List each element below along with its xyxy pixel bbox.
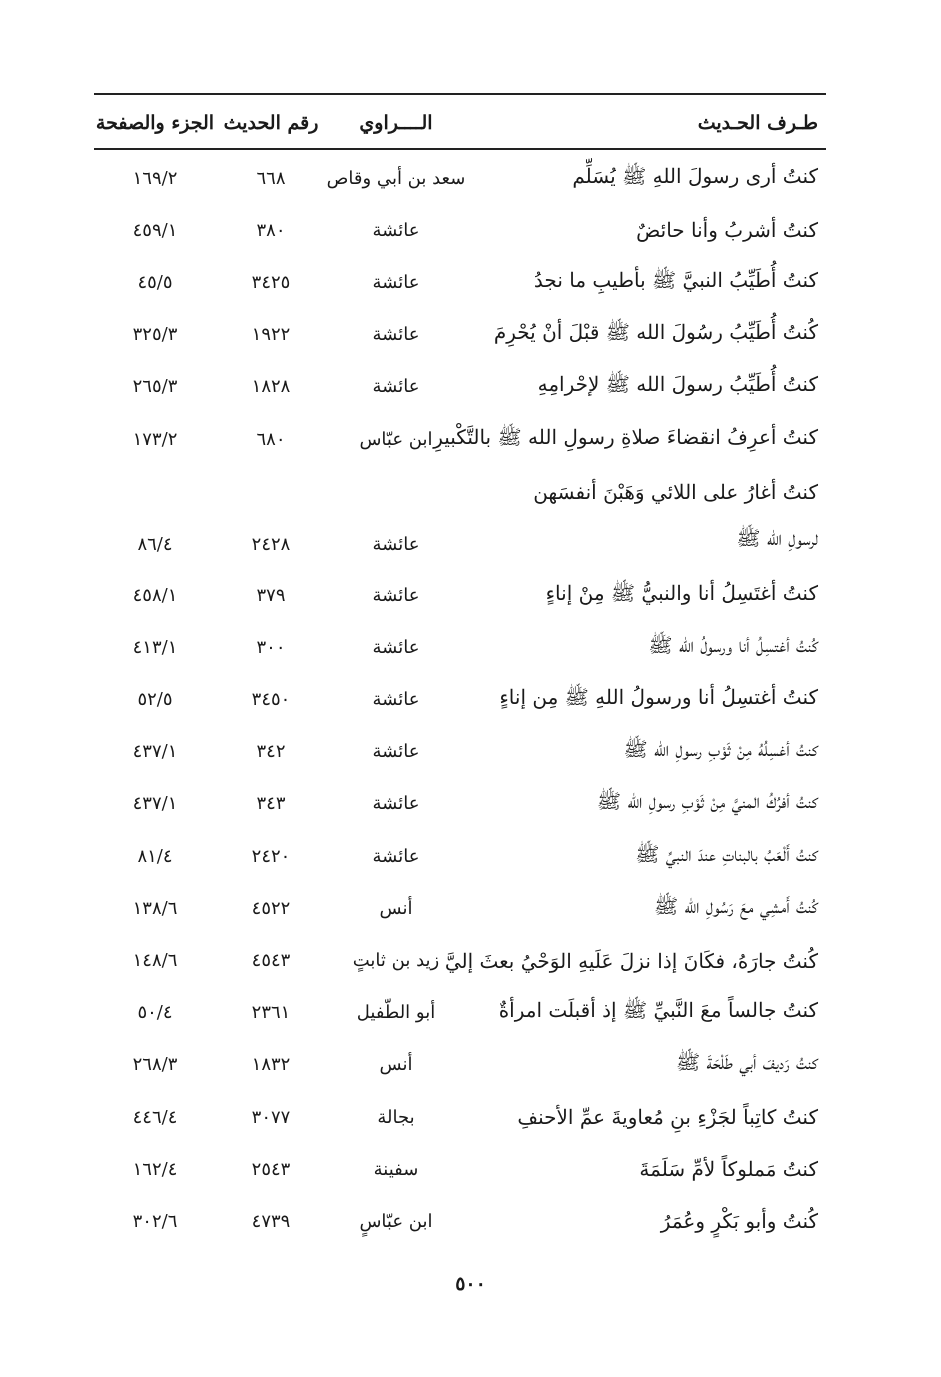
rawi-name: سفينة	[373, 1158, 419, 1180]
rawi-name: أبو الطّفيل	[356, 1002, 436, 1024]
volume-page-ref: ٨١/٤	[137, 845, 173, 867]
hadith-number: ٣٠٧٧	[251, 1106, 291, 1128]
volume-page-ref: ١٤٨/٦	[132, 950, 178, 972]
rawi-name: عائشة	[372, 689, 420, 711]
hadith-text: كنتُ أفرُكُ المنيَّ مِنْ ثَوْبِ رسولِ الله ﷺ	[596, 789, 818, 814]
table-body	[94, 152, 826, 1248]
hadith-text: كُنتُ وأبو بَكْرٍ وعُمَرُ	[660, 1209, 818, 1234]
rawi-name: عائشة	[372, 376, 420, 398]
hadith-number: ١٨٣٢	[251, 1054, 291, 1076]
hadith-number: ٢٤٢٠	[251, 845, 291, 867]
volume-page-ref: ٣٠٢/٦	[132, 1210, 178, 1232]
table-row	[94, 726, 826, 778]
hadith-number: ٤٥٤٣	[251, 950, 291, 972]
rawi-name: عائشة	[372, 793, 420, 815]
hadith-text: كُنتُ جارَهُ، فكَانَ إذا نزلَ عَلَيهِ الوَحْيُ بعثَ إليَّ	[444, 948, 818, 973]
hadith-text: كنتُ كاتِباً لجَزْءِ بنِ مُعاويةَ عمِّ الأحنفِ	[517, 1105, 818, 1130]
hadith-number: ٣٤٣	[256, 793, 286, 815]
table-row	[94, 309, 826, 361]
table-row	[94, 1039, 826, 1091]
table-row	[94, 830, 826, 882]
volume-page-ref: ١٦٩/٢	[132, 167, 178, 189]
top-rule	[94, 93, 826, 95]
header-rawi: الــــراوي	[359, 112, 433, 134]
rawi-name: زيد بن ثابتٍ	[352, 950, 440, 972]
hadith-text: كنتُ رَديفَ أبي طَلْحَةَ ﷺ	[675, 1050, 818, 1075]
hadith-number: ٤٧٣٩	[251, 1210, 291, 1232]
volume-page-ref: ٤٥٩/١	[132, 219, 178, 241]
volume-page-ref: ٢٦٥/٣	[132, 376, 178, 398]
volume-page-ref: ٤٤٦/٤	[132, 1106, 178, 1128]
rawi-name: بجالة	[377, 1106, 415, 1128]
hadith-text: كنتُ جالساً معَ النَّبيِّ ﷺ إذ أقبلَت امرأةٌ	[498, 998, 818, 1023]
hadith-text: كنتُ أرى رسولَ اللهِ ﷺ يُسَلِّم	[572, 163, 818, 188]
rawi-name: ابن عبّاسٍ	[359, 1210, 433, 1232]
volume-page-ref: ٤٣٧/١	[132, 793, 178, 815]
hadith-text-multiline	[466, 480, 826, 555]
hadith-text: كنتُ أُطَيِّبُ النبيَّ ﷺ بأطيبِ ما نجدُ	[533, 267, 818, 292]
rawi-name: عائشة	[372, 324, 420, 346]
hadith-number: ١٨٢٨	[251, 376, 291, 398]
hadith-text: كُنتُ أُطَيِّبُ رسُولَ الله ﷺ قبْلَ أنْ يُحْرِمَ	[493, 320, 818, 345]
hadith-text: كُنتُ أغتسِلُ أنا ورسولُ الله ﷺ	[648, 632, 818, 657]
rawi-name: ابن عبّاس	[359, 428, 433, 450]
rawi-name: عائشة	[372, 219, 420, 241]
hadith-text: كنتُ أغتسِلُ أنا ورسولُ اللهِ ﷺ مِن إناءٍ	[499, 685, 818, 710]
volume-page-ref: ٢٦٨/٣	[132, 1054, 178, 1076]
rawi-name: أنس	[379, 1054, 413, 1076]
page-number: ٥٠٠	[455, 1273, 486, 1295]
hadith-text-line-1: كنتُ أغارُ على اللائي وَهَبْنَ أنفسَهن	[533, 480, 818, 505]
rawi-name: عائشة	[372, 845, 420, 867]
hadith-number: ٣٧٩	[256, 584, 286, 606]
volume-page-ref: ٨٦/٤	[137, 534, 173, 556]
hadith-number: ٢٣٦١	[251, 1002, 291, 1024]
table-row	[94, 413, 826, 465]
rawi-name: سعد بن أبي وقاص	[326, 167, 466, 189]
hadith-number: ٣٤٢	[256, 741, 286, 763]
table-row	[94, 465, 826, 569]
rawi-name: عائشة	[372, 636, 420, 658]
header-number: رقم الحديث	[223, 112, 319, 134]
volume-page-ref: ١٣٨/٦	[132, 897, 178, 919]
volume-page-ref: ٤٥٨/١	[132, 584, 178, 606]
hadith-text: كنتُ أُطَيِّبُ رسولَ الله ﷺ لإحْرامِهِ	[537, 372, 818, 397]
volume-page-ref: ٤٥/٥	[137, 271, 173, 293]
volume-page-ref: ٣٢٥/٣	[132, 324, 178, 346]
hadith-number: ٦٦٨	[256, 167, 286, 189]
hadith-number: ٤٥٢٢	[251, 897, 291, 919]
hadith-text: كنتُ مَملوكاً لأمِّ سَلَمَةَ	[639, 1157, 818, 1182]
table-row	[94, 256, 826, 308]
table-row	[94, 1091, 826, 1143]
rawi-name: عائشة	[372, 741, 420, 763]
table-row	[94, 361, 826, 413]
table-row	[94, 934, 826, 986]
hadith-number: ٣٨٠	[256, 219, 286, 241]
hadith-text: كنتُ أغسِلُهُ مِنْ ثَوْبِ رسولِ الله ﷺ	[623, 737, 818, 762]
volume-page-ref: ٥٠/٤	[137, 1002, 173, 1024]
volume-page-ref: ٤٣٧/١	[132, 741, 178, 763]
hadith-number: ٦٨٠	[256, 428, 286, 450]
hadith-text-line-2: لرسولِ الله ﷺ	[736, 526, 818, 551]
volume-page-ref: ٥٢/٥	[137, 689, 173, 711]
table-header	[94, 100, 826, 146]
hadith-text: كنتُ أعرِفُ انقضاءَ صلاةِ رسولِ الله ﷺ بالتَّكْبيرِ	[433, 424, 818, 449]
hadith-number: ١٩٢٢	[251, 324, 291, 346]
table-row	[94, 778, 826, 830]
rawi-name: عائشة	[372, 271, 420, 293]
hadith-number: ٢٤٢٨	[251, 534, 291, 556]
hadith-text: كنتُ أغتَسِلُ أنا والنبيُّ ﷺ مِنْ إناءٍ	[545, 580, 818, 605]
table-row	[94, 1195, 826, 1247]
table-row	[94, 674, 826, 726]
header-rule	[94, 148, 826, 150]
hadith-number: ٣٤٢٥	[251, 271, 291, 293]
header-volume-page: الجزء والصفحة	[95, 112, 215, 134]
rawi-name: أنس	[379, 897, 413, 919]
volume-page-ref: ١٧٣/٢	[132, 428, 178, 450]
table-row	[94, 882, 826, 934]
hadith-text: كنتُ أَلْعَبُ بالبناتِ عندَ النبيِّ ﷺ	[635, 841, 818, 866]
volume-page-ref: ١٦٢/٤	[132, 1158, 178, 1180]
hadith-number: ٣٤٥٠	[251, 689, 291, 711]
header-hadith: طـرف الحـديث	[697, 112, 818, 134]
rawi-name: عائشة	[372, 534, 420, 556]
table-row	[94, 569, 826, 621]
volume-page-ref: ٤١٣/١	[132, 636, 178, 658]
hadith-number: ٣٠٠	[256, 636, 286, 658]
table-row	[94, 1143, 826, 1195]
hadith-number: ٢٥٤٣	[251, 1158, 291, 1180]
hadith-text: كُنتُ أَمشِي معَ رَسُولِ الله ﷺ	[654, 893, 818, 918]
table-row	[94, 152, 826, 204]
hadith-text: كنتُ أشربُ وأنا حائضٌ	[636, 218, 818, 243]
table-row	[94, 621, 826, 673]
table-row	[94, 204, 826, 256]
rawi-name: عائشة	[372, 584, 420, 606]
table-row	[94, 987, 826, 1039]
